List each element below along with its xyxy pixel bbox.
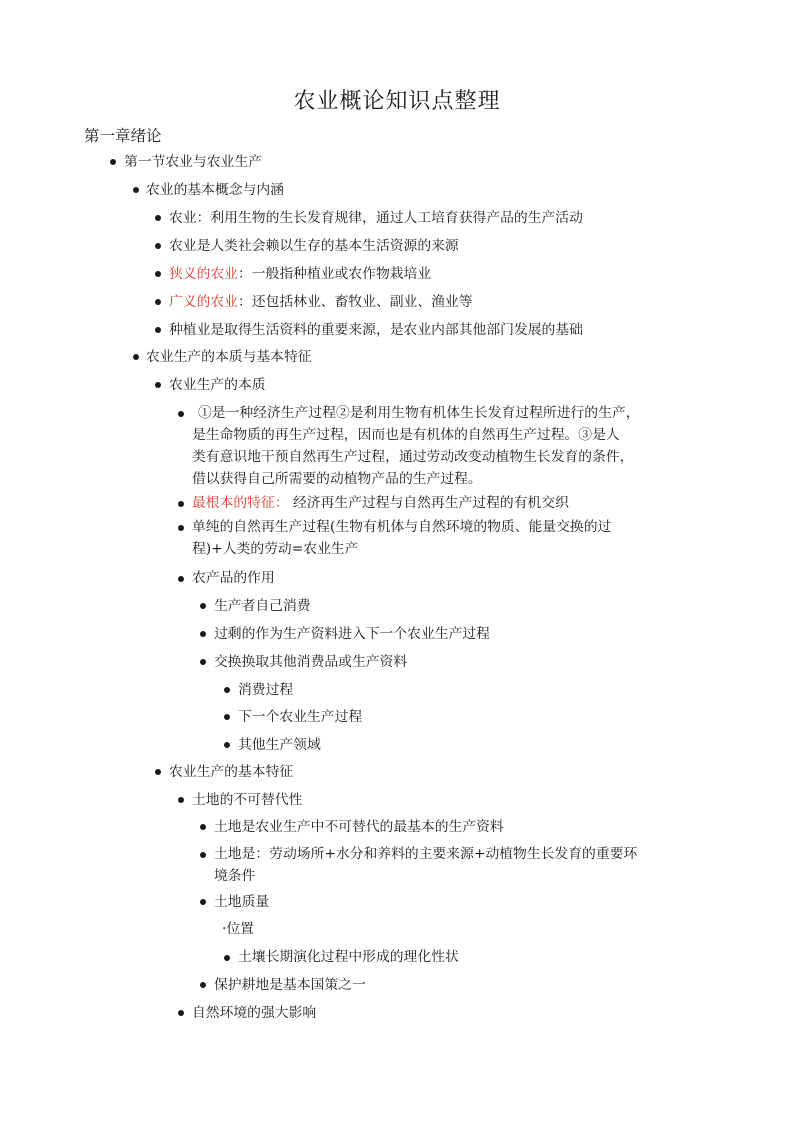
list-item: 土地质量 <box>214 894 270 910</box>
bullet <box>155 299 161 305</box>
bullet <box>178 501 184 507</box>
bullet <box>155 382 161 388</box>
list-item: 过剩的作为生产资料进入下一个农业生产过程 <box>214 626 490 642</box>
list-item: 交换换取其他消费品或生产资料 <box>214 654 408 670</box>
bullet <box>133 354 139 360</box>
subsection-heading: 农业生产的本质与基本特征 <box>146 349 312 365</box>
bullet <box>224 742 230 748</box>
list-item: 农业是人类社会赖以生存的基本生活资源的来源 <box>169 238 459 254</box>
bullet <box>155 769 161 775</box>
bullet <box>200 899 206 905</box>
list-item <box>192 492 569 514</box>
list-item: 种植业是取得生活资料的重要来源，是农业内部其他部门发展的基础 <box>169 322 583 338</box>
bullet <box>200 852 206 858</box>
list-item-text: ：一般指种植业或农作物栽培业 <box>237 266 432 282</box>
bullet <box>155 243 161 249</box>
section-heading: 第一节农业与农业生产 <box>124 154 262 170</box>
list-item: 农业生产的基本特征 <box>169 764 294 780</box>
bullet <box>178 576 184 582</box>
paragraph-line: 土地是：劳动场所+水分和养料的主要来源+动植物生长发育的重要环 <box>214 846 638 862</box>
list-item <box>169 263 431 285</box>
bullet <box>155 215 161 221</box>
bullet <box>200 659 206 665</box>
list-item: 土地的不可替代性 <box>192 792 303 808</box>
list-item: 下一个农业生产过程 <box>238 709 363 725</box>
bullet <box>178 1010 184 1016</box>
bullet <box>178 525 184 531</box>
bullet <box>200 603 206 609</box>
list-item-text: 经济再生产过程与自然再生产过程的有机交织 <box>288 495 569 511</box>
bullet <box>155 271 161 277</box>
subsection-heading: 农业的基本概念与内涵 <box>146 182 284 198</box>
list-item: 土壤长期演化过程中形成的理化性状 <box>238 949 459 965</box>
list-item: 农业：利用生物的生长发育规律，通过人工培育获得产品的生产活动 <box>169 210 583 226</box>
list-item: 保护耕地是基本国策之一 <box>214 977 366 993</box>
list-item: 生产者自己消费 <box>214 598 311 614</box>
bullet <box>178 797 184 803</box>
paragraph-line: 境条件 <box>214 868 256 884</box>
paragraph-line: 类有意识地干预自然再生产过程，通过劳动改变动植物生长发育的条件， <box>192 449 634 465</box>
page-title: 农业概论知识点整理 <box>293 89 501 114</box>
bullet <box>110 159 116 165</box>
bullet <box>133 187 139 193</box>
list-item: 自然环境的强大影响 <box>192 1005 317 1021</box>
list-item <box>169 291 473 313</box>
bullet <box>200 631 206 637</box>
highlight-term: 广义的农业 <box>169 294 238 310</box>
paragraph-line: ①是一种经济生产过程②是利用生物有机体生长发育过程所进行的生产， <box>198 405 640 421</box>
list-item: 农业生产的本质 <box>169 377 266 393</box>
highlight-term: 狭义的农业 <box>169 266 238 282</box>
list-item: ·位置 <box>222 921 254 937</box>
list-item: 农产品的作用 <box>192 570 275 586</box>
bullet <box>224 955 230 961</box>
paragraph-line: 程)+人类的劳动=农业生产 <box>192 541 359 557</box>
bullet <box>200 982 206 988</box>
bullet <box>200 824 206 830</box>
list-item-text: ：还包括林业、畜牧业、副业、渔业等 <box>237 294 473 310</box>
bullet <box>224 714 230 720</box>
highlight-term: 最根本的特征： <box>192 495 289 511</box>
paragraph-line: 是生命物质的再生产过程，因而也是有机体的自然再生产过程。③是人 <box>192 427 620 443</box>
bullet <box>155 327 161 333</box>
bullet <box>178 411 184 417</box>
paragraph-line: 单纯的自然再生产过程(生物有机体与自然环境的物质、能量交换的过 <box>192 519 612 535</box>
bullet <box>224 687 230 693</box>
list-item: 土地是农业生产中不可替代的最基本的生产资料 <box>214 819 504 835</box>
list-item: 其他生产领域 <box>238 737 321 753</box>
paragraph-line: 借以获得自己所需要的动植物产品的生产过程。 <box>192 471 482 487</box>
list-item: 消费过程 <box>238 682 294 698</box>
chapter-heading: 第一章绪论 <box>84 127 162 145</box>
